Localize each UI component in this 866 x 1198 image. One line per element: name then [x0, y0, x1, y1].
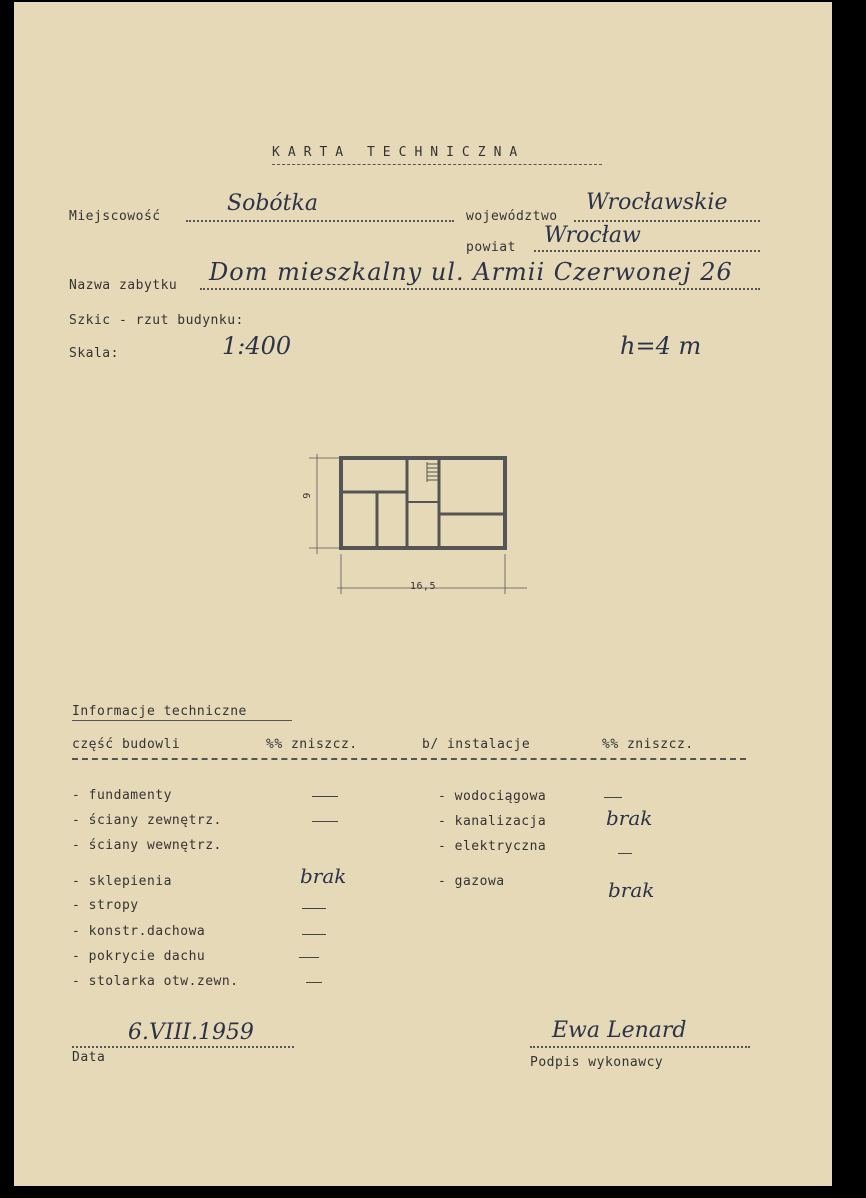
tech-heading-underline	[72, 720, 292, 721]
skala-value: 1:400	[222, 332, 292, 360]
col-a-pct-heading: %% zniszcz.	[266, 737, 358, 752]
title-underline	[272, 164, 602, 165]
col-b-pct-heading: %% zniszcz.	[602, 737, 694, 752]
left-item-value: brak	[300, 864, 347, 888]
wojewodztwo-dots	[574, 220, 760, 222]
col-a-heading: część budowli	[72, 737, 181, 752]
left-item-value-dash	[312, 796, 338, 797]
left-item-label: - stropy	[72, 898, 139, 913]
szkic-label: Szkic - rzut budynku:	[69, 313, 244, 328]
signature-label: Podpis wykonawcy	[530, 1055, 664, 1070]
left-item-label: - stolarka otw.zewn.	[72, 974, 239, 989]
document-page	[14, 2, 832, 1186]
right-item-value: brak	[608, 878, 655, 902]
height-note: h=4 m	[620, 332, 702, 360]
plan-stairs	[427, 462, 439, 482]
signature-dots	[530, 1046, 750, 1048]
plan-height-label: 9	[301, 492, 313, 499]
floor-plan-sketch	[289, 442, 539, 602]
zabytek-value: Dom mieszkalny ul. Armii Czerwonej 26	[209, 258, 733, 286]
left-item-value-dash	[312, 821, 338, 822]
right-item-label: - elektryczna	[438, 839, 547, 854]
left-item-label: - ściany wewnętrz.	[72, 838, 222, 853]
left-item-value-dash	[302, 908, 326, 909]
left-item-label: - fundamenty	[72, 788, 172, 803]
right-item-value: brak	[606, 806, 653, 830]
powiat-label: powiat	[466, 240, 516, 255]
left-item-value-dash	[302, 934, 326, 935]
table-header-rule	[72, 758, 746, 760]
date-value: 6.VIII.1959	[128, 1020, 254, 1045]
signature-value: Ewa Lenard	[552, 1018, 687, 1043]
right-item-label: - gazowa	[438, 874, 505, 889]
left-item-value-dash	[306, 982, 322, 983]
right-item-label: - kanalizacja	[438, 814, 547, 829]
date-label: Data	[72, 1050, 106, 1065]
powiat-dots	[534, 250, 760, 252]
plan-width-label: 16,5	[410, 581, 437, 592]
right-item-label: - wodociągowa	[438, 789, 547, 804]
zabytek-label: Nazwa zabytku	[69, 278, 178, 293]
left-item-label: - konstr.dachowa	[72, 924, 206, 939]
right-item-value-dash	[618, 853, 632, 854]
document-title: KARTA TECHNICZNA	[272, 145, 526, 160]
skala-label: Skala:	[69, 346, 119, 361]
left-item-value-dash	[299, 957, 319, 958]
miejscowosc-label: Miejscowość	[69, 209, 161, 224]
wojewodztwo-value: Wrocławskie	[586, 190, 728, 215]
miejscowosc-dots	[186, 220, 454, 222]
left-item-label: - pokrycie dachu	[72, 949, 206, 964]
right-item-value-dash	[604, 797, 622, 798]
miejscowosc-value: Sobótka	[227, 191, 318, 216]
date-dots	[72, 1046, 294, 1048]
left-item-label: - ściany zewnętrz.	[72, 813, 222, 828]
left-item-label: - sklepienia	[72, 874, 172, 889]
wojewodztwo-label: województwo	[466, 209, 558, 224]
tech-heading: Informacje techniczne	[72, 704, 247, 719]
col-b-heading: b/ instalacje	[422, 737, 531, 752]
zabytek-dots	[200, 288, 760, 290]
powiat-value: Wrocław	[544, 223, 641, 248]
